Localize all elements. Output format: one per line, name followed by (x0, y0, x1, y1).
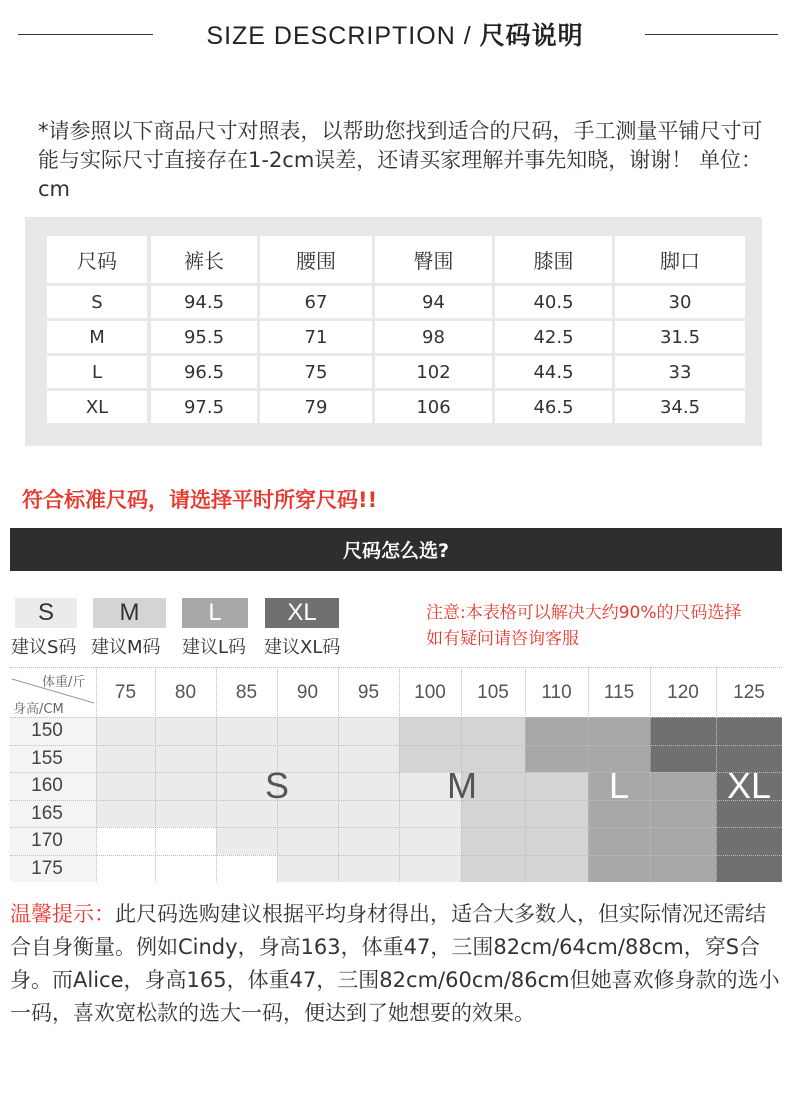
grid-cell (650, 855, 716, 883)
note-line-2: 如有疑问请咨询客服 (426, 629, 579, 649)
standard-size-warning: 符合标准尺码，请选择平时所穿尺码!! (22, 488, 378, 512)
grid-weight-label: 100 (414, 682, 446, 703)
size-table-cell: 97.5 (151, 391, 257, 423)
size-table-header-cell: 脚口 (615, 236, 745, 283)
legend-label-xl: 建议XL码 (264, 637, 341, 658)
grid-cell (277, 827, 338, 855)
grid-cell (96, 855, 155, 883)
grid-zone-xl: XL (726, 764, 772, 806)
grid-weight-label: 90 (296, 682, 319, 703)
grid-cell (716, 717, 782, 745)
grid-height-label: 150 (31, 720, 63, 741)
grid-cell (155, 827, 216, 855)
grid-height-label: 160 (31, 775, 63, 796)
size-table-cell: 106 (375, 391, 492, 423)
grid-zone-m: M (447, 764, 477, 806)
size-table-cell: 94 (375, 286, 492, 318)
grid-cell (338, 717, 399, 745)
tip-body: 此尺码选购建议根据平均身材得出，适合大多数人，但实际情况还需结合自身衡量。例如Cindy，身高163，体重47，三围82cm/64cm/88cm，穿S合身。而Alice，身高165，体重47，三围82cm/60cm/86cm但她喜欢修身款的选小一码，喜欢宽松款的选大一码，便达到了她想要的效果。 (10, 902, 780, 1025)
size-table-cell: 30 (615, 286, 745, 318)
grid-cell (216, 827, 277, 855)
size-table-cell: M (47, 321, 147, 353)
grid-cell (525, 772, 588, 800)
legend-box-s: S (15, 598, 77, 628)
size-table-cell: 33 (615, 356, 745, 388)
size-table-cell: 71 (260, 321, 372, 353)
grid-weight-label: 110 (541, 682, 572, 703)
grid-weight-label: 95 (357, 682, 380, 703)
grid-cell (650, 772, 716, 800)
legend-box-xl: XL (265, 598, 339, 628)
legend-label-m: 建议M码 (91, 637, 161, 658)
grid-cell (96, 827, 155, 855)
grid-cell (461, 855, 525, 883)
size-table-cell: 46.5 (495, 391, 612, 423)
grid-height-label: 165 (31, 802, 63, 824)
grid-cell (716, 827, 782, 855)
grid-cell (96, 717, 155, 745)
size-table-cell: S (47, 286, 147, 318)
grid-cell (155, 717, 216, 745)
grid-cell (338, 855, 399, 883)
grid-cell (277, 717, 338, 745)
grid-horizontal-line (10, 855, 782, 856)
size-table-cell: 95.5 (151, 321, 257, 353)
page-title-en: SIZE DESCRIPTION / (206, 22, 480, 50)
size-table-cell: 75 (260, 356, 372, 388)
grid-cell (650, 745, 716, 773)
grid-cell (461, 827, 525, 855)
grid-cell (399, 717, 461, 745)
size-table-cell: 98 (375, 321, 492, 353)
size-table-header-cell: 尺码 (47, 236, 147, 283)
size-table-cell: 96.5 (151, 356, 257, 388)
grid-cell (96, 745, 155, 773)
grid-weight-label: 105 (477, 682, 509, 703)
grid-cell (338, 827, 399, 855)
grid-cell (525, 745, 588, 773)
size-table-cell: 44.5 (495, 356, 612, 388)
grid-cell (155, 772, 216, 800)
grid-zone-s: S (264, 764, 289, 806)
grid-cell (525, 717, 588, 745)
grid-height-label: 175 (31, 857, 63, 879)
size-table (25, 217, 762, 446)
size-table-header-cell: 裤长 (151, 236, 257, 283)
grid-cell (650, 800, 716, 828)
size-table-header-cell: 臀围 (375, 236, 492, 283)
intro-note: *请参照以下商品尺寸对照表，以帮助您找到适合的尺码，手工测量平铺尺寸可能与实际尺寸直接存在1-2cm误差，还请买家理解并事先知晓，谢谢！ 单位：cm (38, 119, 763, 201)
grid-zone-l: L (608, 764, 630, 806)
grid-weight-label: 85 (235, 682, 258, 703)
grid-corner-height-label: 身高/CM (13, 702, 64, 717)
grid-cell (461, 717, 525, 745)
grid-weight-label: 120 (667, 682, 699, 703)
grid-cell (338, 772, 399, 800)
grid-cell (525, 855, 588, 883)
size-recommendation-grid (10, 667, 782, 882)
grid-horizontal-line (10, 667, 782, 668)
grid-cell (155, 800, 216, 828)
legend-label-l: 建议L码 (182, 637, 247, 658)
grid-cell (155, 745, 216, 773)
grid-horizontal-line (10, 717, 782, 718)
grid-height-label: 170 (31, 830, 63, 851)
grid-cell (588, 827, 650, 855)
grid-height-label: 155 (31, 747, 63, 769)
grid-cell (399, 855, 461, 883)
grid-cell (96, 800, 155, 828)
grid-weight-label: 80 (174, 682, 197, 703)
grid-cell (588, 855, 650, 883)
size-table-cell: 31.5 (615, 321, 745, 353)
tip-title: 温馨提示： (10, 902, 115, 926)
note-text (426, 600, 742, 652)
grid-weight-label: 125 (733, 682, 765, 703)
size-table-cell: 102 (375, 356, 492, 388)
grid-horizontal-line (10, 800, 782, 801)
page-title-zh: 尺码说明 (479, 21, 584, 50)
size-table-cell: XL (47, 391, 147, 423)
grid-cell (525, 800, 588, 828)
grid-cell (399, 827, 461, 855)
grid-cell (338, 745, 399, 773)
size-table-header-cell: 膝围 (495, 236, 612, 283)
size-table-cell: 40.5 (495, 286, 612, 318)
grid-cell (338, 800, 399, 828)
grid-cell (216, 717, 277, 745)
section-bar: 尺码怎么选? (10, 528, 782, 571)
grid-cell (155, 855, 216, 883)
grid-cell (216, 855, 277, 883)
grid-weight-label: 75 (114, 682, 137, 703)
legend-label-s: 建议S码 (11, 637, 77, 658)
tip-text (10, 898, 785, 1030)
size-table-cell: 94.5 (151, 286, 257, 318)
size-table-cell: 34.5 (615, 391, 745, 423)
grid-cell (277, 855, 338, 883)
legend-box-m: M (93, 598, 166, 628)
note-line-1: 注意:本表格可以解决大约90%的尺码选择 (426, 603, 742, 623)
grid-cell (716, 855, 782, 883)
grid-corner-weight-label: 体重/斤 (42, 675, 86, 690)
grid-weight-label: 115 (603, 682, 635, 703)
size-table-cell: 67 (260, 286, 372, 318)
grid-horizontal-line (10, 745, 782, 746)
grid-cell (525, 827, 588, 855)
legend-box-l: L (182, 598, 248, 628)
grid-horizontal-line (10, 772, 782, 773)
grid-cell (650, 827, 716, 855)
grid-cell (650, 717, 716, 745)
grid-cell (588, 717, 650, 745)
size-table-header-cell: 腰围 (260, 236, 372, 283)
size-table-cell: 79 (260, 391, 372, 423)
page-title (0, 16, 790, 52)
size-table-cell: 42.5 (495, 321, 612, 353)
size-table-cell: L (47, 356, 147, 388)
grid-horizontal-line (10, 827, 782, 828)
grid-cell (96, 772, 155, 800)
